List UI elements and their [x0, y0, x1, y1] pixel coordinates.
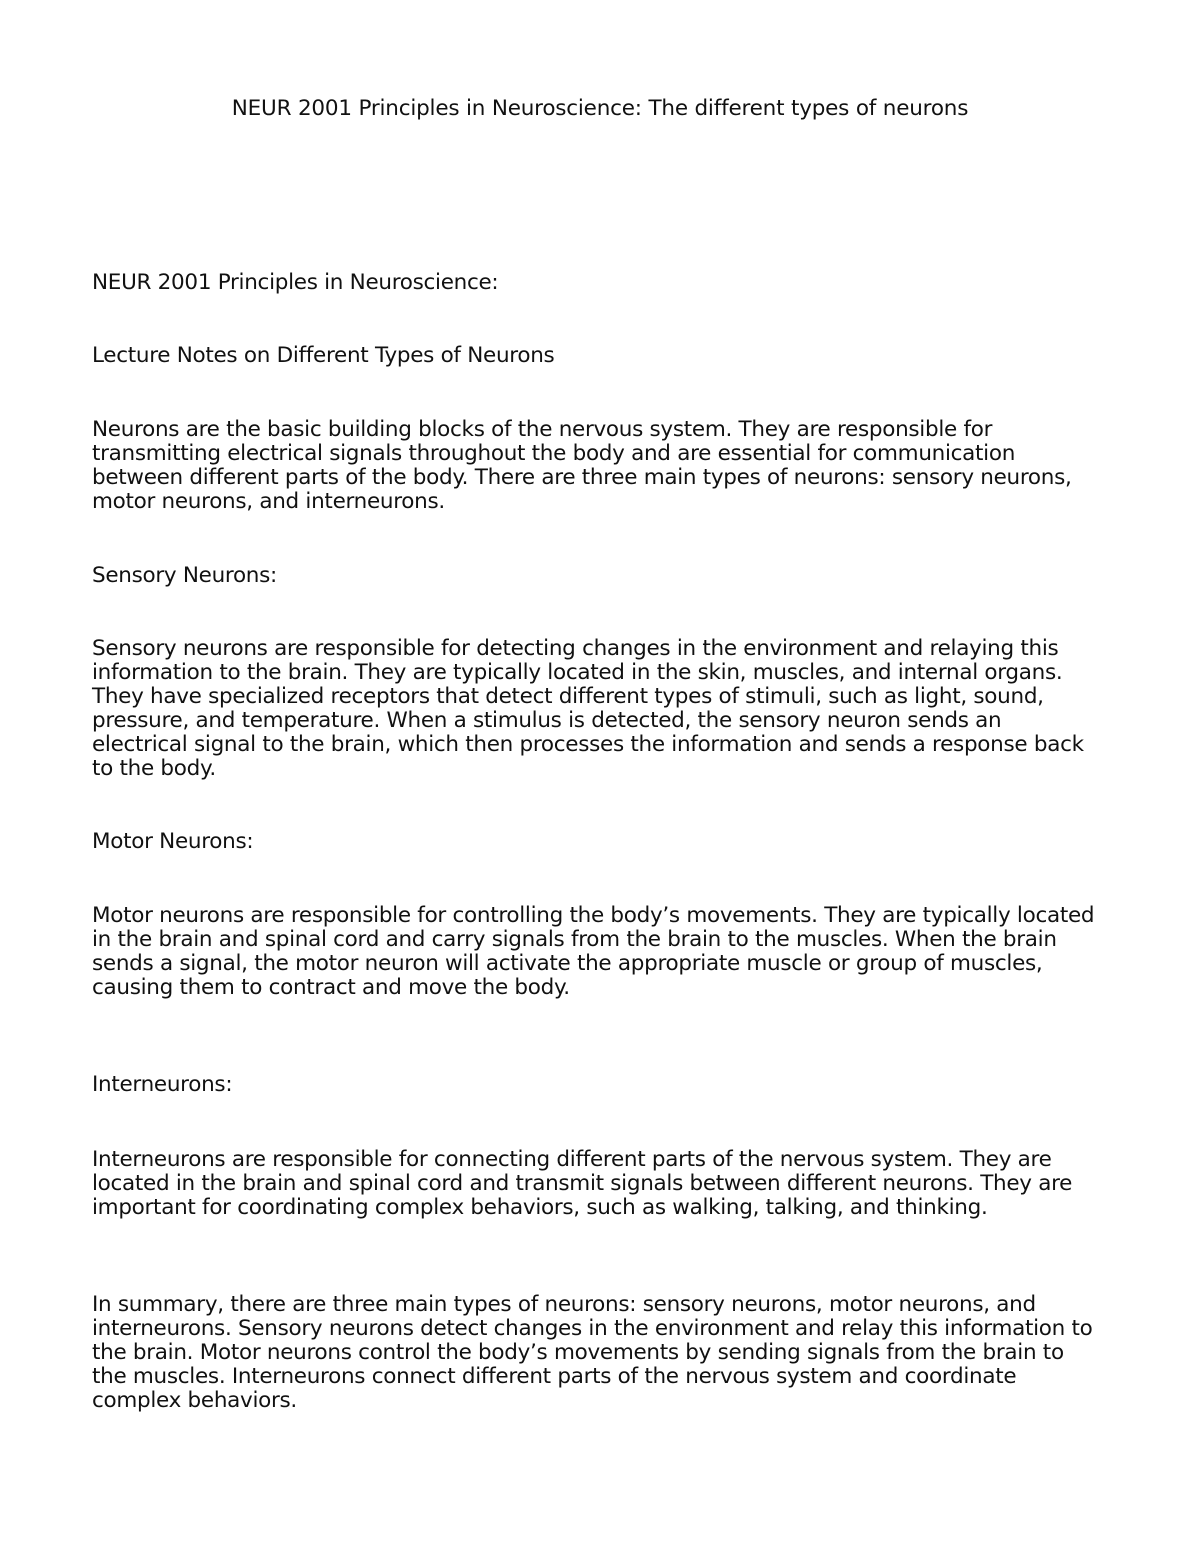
sensory-neurons-heading: Sensory Neurons: [92, 563, 277, 588]
sensory-neurons-paragraph: Sensory neurons are responsible for detecting changes in the environment and relaying this information to the brain. They are typically located in the skin, muscles, and internal organs. They have specialized receptors that detect different types of stimuli, such as light, sound, pressure, and temperature. When a stimulus is detected, the sensory neuron sends an electrical signal to the brain, which then processes the information and sends a response back to the body. [92, 636, 1084, 781]
interneurons-paragraph: Interneurons are responsible for connecting different parts of the nervous system. They are located in the brain and spinal cord and transmit signals between different neurons. They are important for coordinating complex behaviors, such as walking, talking, and thinking. [92, 1147, 1073, 1220]
lecture-heading: Lecture Notes on Different Types of Neurons [92, 343, 555, 368]
summary-paragraph: In summary, there are three main types of neurons: sensory neurons, motor neurons, and interneurons. Sensory neurons detect changes in the environment and relay this information to the brain. Motor neurons control the body’s movements by sending signals from the brain to the muscles. Interneurons connect different parts of the nervous system and coordinate complex behaviors. [92, 1292, 1093, 1413]
motor-neurons-paragraph: Motor neurons are responsible for controlling the body’s movements. They are typically located in the brain and spinal cord and carry signals from the brain to the muscles. When the brain sends a signal, the motor neuron will activate the appropriate muscle or group of muscles, causing them to contract and move the body. [92, 903, 1095, 1000]
motor-neurons-heading: Motor Neurons: [92, 829, 254, 854]
course-heading: NEUR 2001 Principles in Neuroscience: [92, 270, 499, 295]
interneurons-heading: Interneurons: [92, 1072, 233, 1097]
intro-paragraph: Neurons are the basic building blocks of the nervous system. They are responsible for transmitting electrical signals throughout the body and are essential for communication between different parts of the body. There are three main types of neurons: sensory neurons, motor neurons, and interneurons. [92, 417, 1072, 514]
document-title: NEUR 2001 Principles in Neuroscience: The different types of neurons [231, 96, 969, 121]
